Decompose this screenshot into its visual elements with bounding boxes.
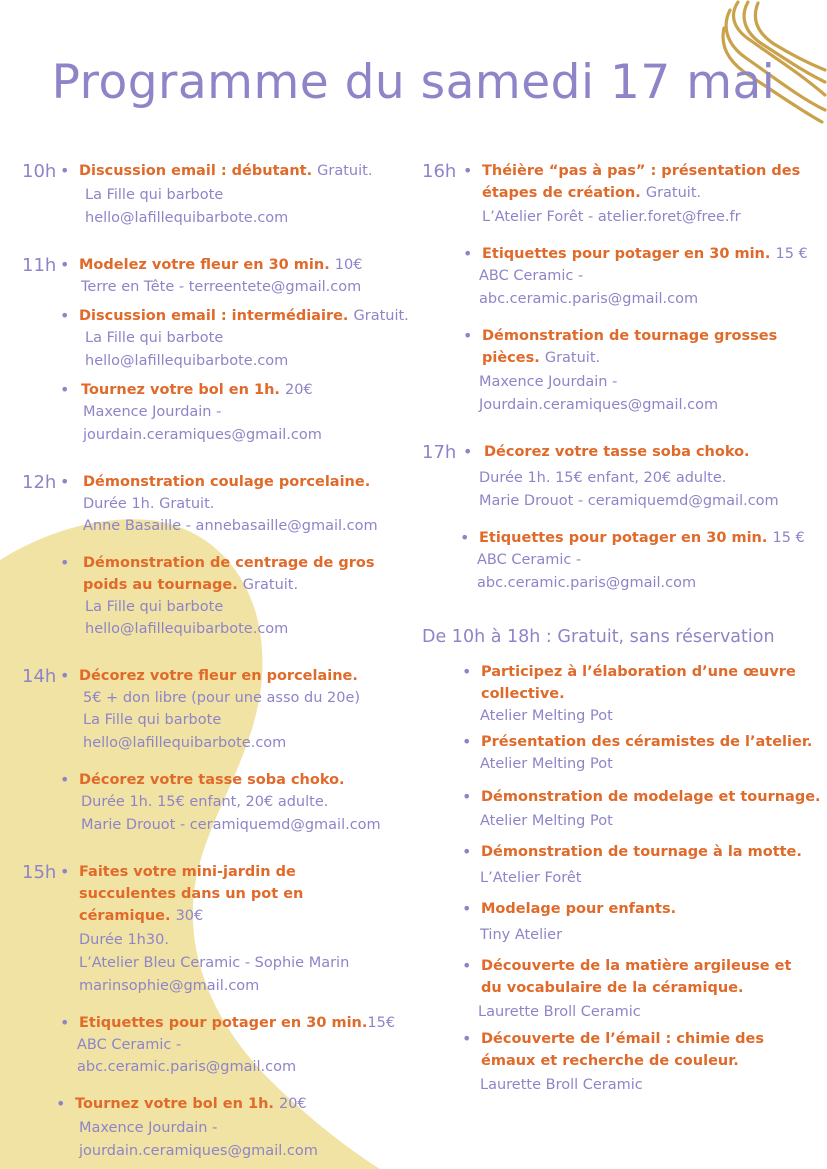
event-item	[60, 160, 417, 230]
page-title: Programme du samedi 17 mai	[51, 55, 776, 110]
event-price: 20€	[284, 382, 313, 398]
bullet-icon: •	[463, 326, 473, 345]
section-heading: De 10h à 18h : Gratuit, sans réservation	[422, 627, 775, 647]
event-item	[60, 861, 417, 998]
hour-label: 15h	[22, 862, 57, 883]
event-title: Tournez votre bol en 1h.	[81, 382, 280, 398]
event-organizer: Maxence Jourdain -	[79, 1120, 218, 1136]
event-organizer: Atelier Melting Pot	[480, 708, 613, 724]
time-slot-16h	[422, 160, 822, 417]
event-item	[462, 898, 822, 947]
event-contact: marinsophie@gmail.com	[79, 978, 260, 994]
bullet-icon: •	[60, 553, 70, 572]
event-contact: hello@lafillequibarbote.com	[85, 210, 289, 226]
all-day-list	[422, 661, 822, 1097]
event-title: Décorez votre tasse soba choko.	[484, 444, 750, 460]
event-title: Démonstration de modelage et tournage.	[481, 789, 821, 805]
event-title: Décorez votre fleur en porcelaine.	[79, 668, 358, 684]
event-title: Décorez votre tasse soba choko.	[79, 772, 345, 788]
bullet-icon: •	[462, 956, 472, 975]
event-price: Gratuit.	[645, 185, 702, 201]
event-title: Modelage pour enfants.	[481, 901, 677, 917]
event-item	[60, 769, 417, 837]
event-item	[60, 379, 417, 447]
bullet-icon: •	[60, 255, 70, 274]
bullet-icon: •	[462, 899, 472, 918]
event-title: Etiquettes pour potager en 30 min.	[482, 246, 771, 262]
event-organizer: Maxence Jourdain -	[479, 374, 618, 390]
event-title: Découverte de l’émail : chimie des émaux et recherche de couleur.	[481, 1031, 764, 1069]
bullet-icon: •	[463, 244, 473, 263]
event-organizer: Tiny Atelier	[480, 927, 563, 943]
event-title: Modelez votre fleur en 30 min.	[79, 257, 330, 273]
event-contact: Jourdain.ceramiques@gmail.com	[479, 397, 719, 413]
event-title: Présentation des céramistes de l’atelier.	[481, 734, 813, 750]
event-item	[463, 243, 822, 311]
event-organizer: L’Atelier Forêt	[480, 870, 582, 886]
bullet-icon: •	[460, 528, 470, 547]
bullet-icon: •	[462, 1029, 472, 1048]
event-contact: abc.ceramic.paris@gmail.com	[477, 575, 697, 591]
all-day-section	[422, 625, 822, 1097]
event-item	[462, 955, 822, 1024]
hour-label: 17h	[422, 442, 457, 463]
hour-label: 14h	[22, 666, 57, 687]
event-price: 15€	[367, 1015, 396, 1031]
event-organizer: La Fille qui barbote	[85, 599, 224, 615]
event-organizer: La Fille qui barbote	[85, 187, 224, 203]
event-item	[60, 1012, 417, 1079]
event-title: Participez à l’élaboration d’une œuvre collective.	[481, 664, 796, 702]
event-detail: Durée 1h. 15€ enfant, 20€ adulte.	[81, 794, 329, 810]
time-slot-10h	[22, 160, 417, 230]
event-item	[60, 471, 417, 538]
event-title: Discussion email : débutant.	[79, 163, 313, 179]
bullet-icon: •	[462, 732, 472, 751]
left-column	[22, 160, 417, 1163]
event-detail: 5€ + don libre (pour une asso du 20e)	[83, 690, 361, 706]
event-title: Etiquettes pour potager en 30 min.	[79, 1015, 368, 1031]
bullet-icon: •	[462, 787, 472, 806]
event-title: Etiquettes pour potager en 30 min.	[479, 530, 768, 546]
event-item	[462, 1028, 822, 1097]
event-price: 30€	[175, 908, 204, 924]
event-price: Gratuit.	[317, 163, 373, 179]
event-item	[462, 786, 822, 833]
event-item	[56, 1093, 417, 1163]
hour-label: 16h	[422, 161, 457, 182]
event-title: Théière “pas à pas” : présentation des étapes de création.	[482, 163, 801, 201]
time-slot-15h	[22, 861, 417, 1163]
event-price: Gratuit.	[544, 350, 601, 366]
event-organizer: ABC Ceramic -	[477, 552, 582, 568]
event-price: 15 €	[775, 246, 808, 262]
time-slot-11h	[22, 254, 417, 447]
event-organizer: Atelier Melting Pot	[480, 756, 613, 772]
event-price: 10€	[334, 257, 363, 273]
bullet-icon: •	[60, 161, 70, 180]
bullet-icon: •	[60, 770, 70, 789]
event-detail: Durée 1h. 15€ enfant, 20€ adulte.	[479, 470, 727, 486]
event-item	[60, 552, 417, 641]
hour-label: 10h	[22, 161, 57, 182]
event-organizer: La Fille qui barbote	[83, 712, 222, 728]
bullet-icon: •	[60, 472, 70, 491]
event-item	[460, 527, 822, 595]
event-item	[463, 325, 822, 417]
time-slot-17h	[422, 441, 822, 595]
bullet-icon: •	[56, 1094, 66, 1113]
event-title: Démonstration de tournage à la motte.	[481, 844, 802, 860]
event-item	[60, 665, 417, 755]
event-organizer: Marie Drouot - ceramiquemd@gmail.com	[81, 817, 381, 833]
event-organizer: Anne Basaille - annebasaille@gmail.com	[83, 518, 378, 534]
event-item	[463, 160, 822, 229]
event-detail: Durée 1h30.	[79, 932, 169, 948]
event-organizer: Laurette Broll Ceramic	[478, 1004, 641, 1020]
event-item	[462, 731, 822, 776]
event-organizer: ABC Ceramic -	[77, 1037, 182, 1053]
right-column	[422, 160, 822, 1097]
event-title: Découverte de la matière argileuse et du vocabulaire de la céramique.	[481, 958, 792, 996]
event-contact: hello@lafillequibarbote.com	[85, 621, 289, 637]
bullet-icon: •	[60, 380, 70, 399]
event-item	[463, 441, 822, 513]
hour-label: 12h	[22, 472, 57, 493]
event-title: Démonstration de centrage de gros poids au tournage.	[83, 555, 375, 593]
time-slot-14h	[22, 665, 417, 837]
bullet-icon: •	[60, 666, 70, 685]
event-item	[60, 305, 417, 373]
bullet-icon: •	[60, 306, 70, 325]
event-contact: abc.ceramic.paris@gmail.com	[479, 291, 699, 307]
event-item	[462, 661, 822, 728]
bullet-icon: •	[462, 842, 472, 861]
event-contact: jourdain.ceramiques@gmail.com	[83, 427, 322, 443]
event-contact: abc.ceramic.paris@gmail.com	[77, 1059, 297, 1075]
bullet-icon: •	[463, 161, 473, 180]
hour-label: 11h	[22, 255, 57, 276]
event-organizer: La Fille qui barbote	[85, 330, 224, 346]
bullet-icon: •	[60, 862, 70, 881]
bullet-icon: •	[463, 442, 473, 461]
event-price: 15 €	[772, 530, 805, 546]
event-title: Discussion email : intermédiaire.	[79, 308, 349, 324]
event-price: Gratuit.	[353, 308, 409, 324]
event-title: Faites votre mini-jardin de succulentes dans un pot en céramique.	[79, 864, 304, 924]
event-contact: hello@lafillequibarbote.com	[85, 353, 289, 369]
bullet-icon: •	[462, 662, 472, 681]
event-organizer: L’Atelier Bleu Ceramic - Sophie Marin	[79, 955, 350, 971]
event-item	[60, 254, 417, 299]
event-title: Démonstration coulage porcelaine.	[83, 474, 371, 490]
event-item	[462, 841, 822, 890]
event-price: 20€	[278, 1096, 307, 1112]
event-organizer: Atelier Melting Pot	[480, 813, 613, 829]
event-contact: jourdain.ceramiques@gmail.com	[79, 1143, 318, 1159]
event-detail: Durée 1h. Gratuit.	[83, 496, 215, 512]
event-organizer: Marie Drouot - ceramiquemd@gmail.com	[479, 493, 779, 509]
event-organizer: Laurette Broll Ceramic	[480, 1077, 643, 1093]
event-organizer: Terre en Tête - terreentete@gmail.com	[81, 279, 362, 295]
event-contact: hello@lafillequibarbote.com	[83, 735, 287, 751]
bullet-icon: •	[60, 1013, 70, 1032]
event-title: Tournez votre bol en 1h.	[75, 1096, 274, 1112]
event-organizer: L’Atelier Forêt - atelier.foret@free.fr	[482, 209, 741, 225]
time-slot-12h	[22, 471, 417, 641]
event-title: Démonstration de tournage grosses pièces.	[482, 328, 778, 366]
event-organizer: Maxence Jourdain -	[83, 404, 222, 420]
event-price: Gratuit.	[242, 577, 299, 593]
event-organizer: ABC Ceramic -	[479, 268, 584, 284]
